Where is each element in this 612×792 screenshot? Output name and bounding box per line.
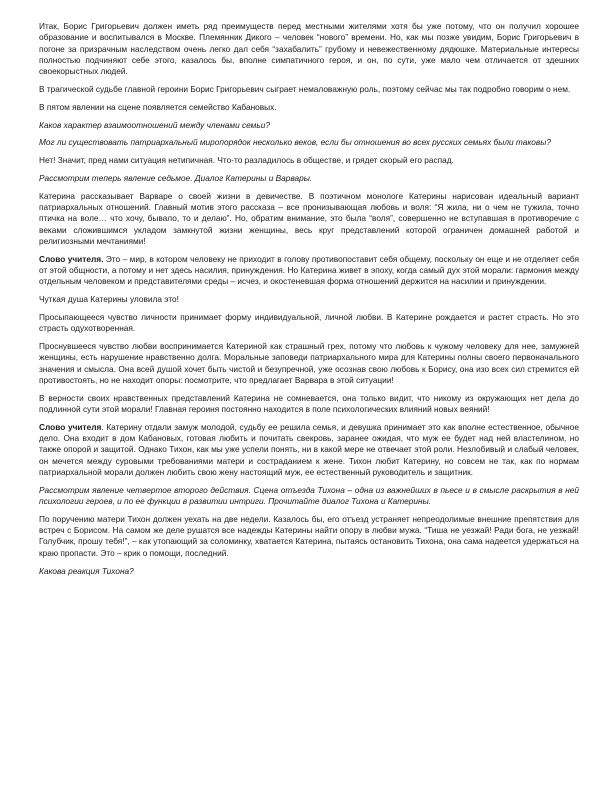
paragraph-atypical-situation: Нет! Значит, пред нами ситуация нетипичная. Что-то разладилось в обществе, и грядет скорый его распад. <box>39 155 454 166</box>
paragraph-teacher-word-2 <box>39 422 579 478</box>
task-seventh-scene: Рассмотрим теперь явление седьмое. Диалог Катерины и Варвары. <box>39 172 313 183</box>
document-page <box>39 21 579 583</box>
teacher-word-label-2: Слово учителя <box>39 421 102 432</box>
paragraph-personality-awakening: Просыпающееся чувство личности принимает форму индивидуальной, личной любви. В Катерине рождается и растет страсть. Но это страсть одухотворенная. <box>39 311 579 334</box>
question-tikhon-reaction: Какова реакция Тихона? <box>39 565 134 576</box>
paragraph-boris-role: В трагической судьбе главной героини Борис Григорьевич сыграет немаловажную роль, поэтому сейчас мы так подробно говорим о нем. <box>39 83 571 94</box>
paragraph-katerina-childhood: Катерина рассказывает Варваре о своей жизни в девичестве. В поэтичном монологе Катерины нарисован идеальный вариант патриархальных отношений. Главный мотив этого рассказа – все пронизывающая любовь и воля: “Я жила, ни о чем не тужила, точно птичка на воле… что хочу, бывало, то и делаю”. Но, обратим внимание, это была “воля”, совершенно не вступавшая в противоречие с веками сложившимся укладом замкнутой жизни женщины, весь круг представлений которой ограничен домашней работой и религиозными мечтаниями! <box>39 190 579 246</box>
paragraph-tikhon-leaves: По поручению матери Тихон должен уехать на две недели. Казалось бы, его отъезд устраняет непреодолимые внешние препятствия для встреч с Борисом. На самом же деле рушатся все надежды Катерины найти опору в любви мужа. “Тиша не уезжай! Ради бога, не уезжай! Голубчик, прошу тебя!”, – как утопающий за соломинку, хватается Катерина, пытаясь остановить Тихона, она сама надеется удержаться на краю пропасти. Это – крик о помощи, последний. <box>39 513 579 558</box>
paragraph-love-as-sin: Проснувшееся чувство любви воспринимается Катериной как страшный грех, потому что любовь к чужому человеку для нее, замужней женщины, есть нарушение нравственно долга. Моральные заповеди патриархального мира для Катерины полны своего первоначального значения и смысла. Она всей душой хочет быть чистой и безупречной, уже осознав свою любовь к Борису, она изо всех сил стремится ей противостоять, но не находит опоры: посмотрите, что предлагает Варвара в этой ситуации! <box>39 341 579 385</box>
question-family-relations: Каков характер взаимоотношений между членами семьи? <box>39 119 270 130</box>
paragraph-moral-fidelity: В верности своих нравственных представлений Катерина не сомневается, она только видит, что никому из окружающих нет дела до подлинной сути этой морали! Главная героиня постоянно находится в поле психологических влияний новых веяний! <box>39 392 579 415</box>
paragraph-boris-advantages: Итак, Борис Григорьевич должен иметь ряд преимуществ перед местными жителями хотя бы уже потому, что он получил хорошее образование и воспитывался в Москве. Племянник Дикого – человек “нового” времени. Но, как мы позже увидим, Борис Григорьевич в погоне за призрачным наследством очень легко дал себя “захабалить” грубому и невежественному дядюшке. Материальные интересы полностью подчиняют себе этого, казалось бы, вполне симпатичного героя, и он, по сути, уже мало чем отличается от здешних своекорыстных людей. <box>39 21 579 77</box>
teacher-word-text-1: Это – мир, в котором человеку не приходит в голову противопоставит себя общему, поскольку он еще и не отделяет себя от этой общности, а потому и нет здесь насилия, принуждения. Но Катерина живет в эпоху, когда самый дух этой морали: гармония между отдельным человеком и представителями среды – исчез, и окостеневшая форма отношений держится на насилии и принуждении. <box>39 253 579 287</box>
paragraph-sensitive-soul: Чуткая душа Катерины уловила это! <box>39 294 179 305</box>
teacher-word-label-1: Слово учителя. <box>39 253 104 264</box>
question-patriarchal-order: Мог ли существовать патриархальный миропорядок несколько веков, если бы отношения во всех русских семьях были таковы? <box>39 137 551 148</box>
paragraph-kabanov-family: В пятом явлении на сцене появляется семейство Кабановых. <box>39 101 277 112</box>
teacher-word-text-2: . Катерину отдали замуж молодой, судьбу ее решила семья, и девушка принимает это как вполне естественное, обычное дело. Она входит в дом Кабановых, готовая любить и почитать свекровь, заранее ожидая, что муж ее будет над ней властелином, но также опорой и защитой. Однако Тихон, как мы уже успели понять, ни в какой мере не отвечает этой роли. Незлобивый и слабый человек, он мечется между суровыми требованиями матери и состраданием к жене. Тихон любит Катерину, но совсем не так, как по нормам патриархальной морали должен любить свою жену настоящий муж, ее естественный руководитель и защитник. <box>39 421 579 477</box>
task-tikhon-departure: Рассмотрим явление четвертое второго действия. Сцена отъезда Тихона – одна из важнейших в пьесе и в смысле раскрытия в ней психологии героев, и по ее функции в развитии интриги. Прочитайте диалог Тихона и Катерины. <box>39 484 579 507</box>
paragraph-teacher-word-1 <box>39 254 579 288</box>
